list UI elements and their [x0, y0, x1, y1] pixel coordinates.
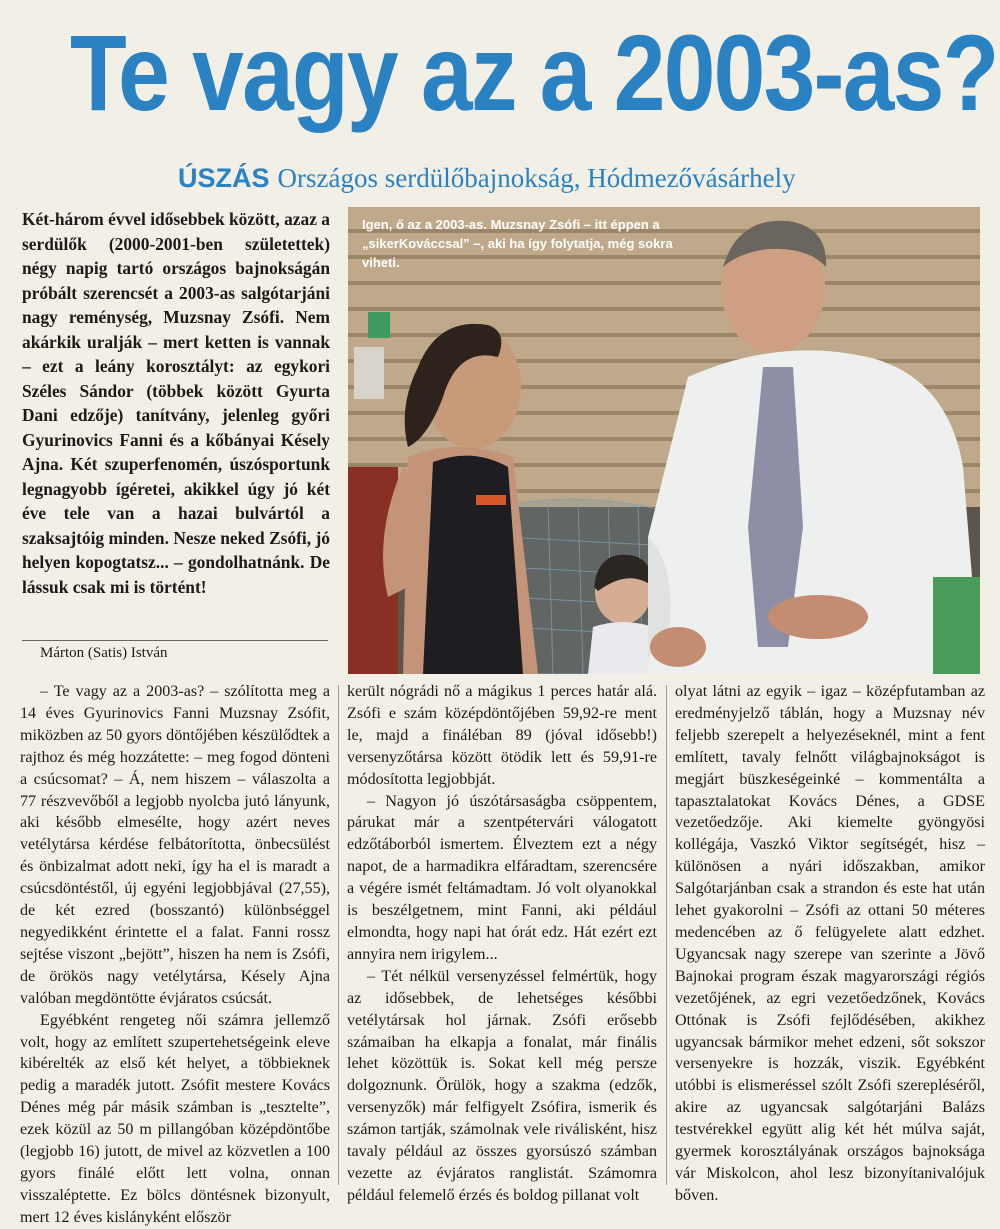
paragraph: került nógrádi nő a mágikus 1 perces határ alá. Zsófi e szám középdöntőjében 59,92-re ment le, majd a fináléban 89 (jóval idősebb!) versenyzőtársa között ötödik lett és 59,91-re módosította legjobbját.	[347, 683, 657, 788]
article-column-3	[675, 681, 985, 1207]
byline: Márton (Satis) István	[40, 645, 168, 661]
column-divider	[338, 685, 339, 1185]
column-divider	[666, 685, 667, 1185]
paragraph: – Te vagy az a 2003-as? – szólította meg a 14 éves Gyurinovics Fanni Muzsnay Zsófit, miközben az 50 gyors döntőjében készülődtek a rajthoz és még hozzátette: – meg fogod dönteni a csúcsomat? – Á, nem hiszem – válaszolta a 77 részvevőből a legjobb nyolcba jutó lányunk, aki később elmesélte, hogy azért neves vetélytársa kérdése felbátorította, önbecsülést és önbizalmat adott neki, így ha el is maradt a csúcsdöntéstől, új egyéni legjobbjával (27,55), de két ezred (bosszantó) különbséggel negyedikként érintette el a falat. Fanni rossz sejtése viszont „bejött”, hiszen ha nem is Zsófi, de örökös nagy vetélytársa, Késely Ajna valóban megdöntötte évjáratos csúcsát.	[20, 683, 330, 1007]
paragraph: – Nagyon jó úszótársaságba csöppentem, párukat már a szentpétervári válogatott edzőtáborból ismertem. Élveztem ezt a négy napot, de a harmadikra elfáradtam, szerencsére a végére ismét feltámadtam. Jó volt olyanokkal is beszélgetnem, mint Fanni, aki például elmondta, hogy napi hat órát edz. Hát ezért ezt annyira nem irigylem...	[347, 792, 657, 963]
byline-rule	[22, 640, 328, 641]
event-title: Országos serdülőbajnokság, Hódmezővásárhely	[277, 163, 796, 193]
subhead	[178, 160, 978, 196]
paragraph: Egyébként rengeteg női számra jellemző volt, hogy az említett szupertehetségeink eleve kibérelték az első két helyet, a többieknek pedig a maradék jutott. Zsófit mestere Kovács Dénes még pár másik számban is „tesztelte”, ezek közül az 50 m pillangóban középdöntőbe (legjobb 16) jutott, de mivel az közvetlen a 100 gyors finálé előtt lett volna, onnan visszaléptette. Ez bölcs döntésnek bizonyult, mert 12 éves kislányként először	[20, 1011, 330, 1226]
section-kicker: ÚSZÁS	[178, 163, 270, 193]
headline: Te vagy az a 2003-as?	[70, 12, 998, 133]
photo-illustration	[348, 207, 980, 674]
lead-paragraph	[22, 207, 330, 599]
paragraph: olyat látni az egyik – igaz – középfutamban az eredményjelző táblán, hogy a Muzsnay név feljebb szerepelt a helyezéseknél, mint a fent említett, tavaly felnőtt világbajnokságot is megjárt büszkeségeinké – kommentálta a tapasztalatokat Kovács Dénes, a GDSE vezetőedzője. Aki kiemelte gyöngyösi kollégája, Vaszkó Viktor segítségét, hisz – különösen a nyári időszakban, amikor Salgótarjánban csak a strandon és este hat után lehet gyakorolni – Zsófi az ottani 50 méteres medencében az ő felügyelete alatt edzhet. Ugyancsak nagy szerepe van szerinte a Jövő Bajnokai program észak magyarországi régiós vezetőjének, az egri vezetőedzőnek, Kovács Ottónak is Zsófi fejlődésében, akikhez ugyancsak bármikor mehet edzeni, sőt sokszor versenyekre is hozzák, viszik. Egyébként utóbbi is elismeréssel szólt Zsófi szerepléséről, akire az ugyancsak salgótarjáni Balázs testvérekkel együtt alig két hét múlva saját, gyermek korosztályának országos bajnoksága vár Miskolcon, ahol lesz bizonyítanivalójuk bőven.	[675, 683, 985, 1204]
article-photo	[348, 207, 980, 674]
article-column-1	[20, 681, 330, 1229]
paragraph: – Tét nélkül versenyzéssel felmértük, hogy az idősebbek, de lehetséges későbbi vetélytársak hol járnak. Zsófi erősebb számaiban ha elkapja a fonalat, már finális lehet közöttük is. Sokat kell még persze dolgoznunk. Örülök, hogy a szakma (edzők, versenyzők) már felfigyelt Zsófira, ismerik és számon tartják, számolnak vele riválisként, hisz tavaly például az összes gyorsúszó számban vezette az évjáratos ranglistát. Számomra például felemelő érzés és boldog pillanat volt	[347, 967, 657, 1204]
photo-caption-text: Igen, ő az a 2003-as. Muzsnay Zsófi – itt éppen a „sikerKováccsal” –, aki ha így folytatja, még sokra viheti.	[362, 217, 673, 270]
lead-text: Két-három évvel idősebbek között, azaz a serdülők (2000-2001-ben születettek) négy napig tartó országos bajnokságán próbált szerencsét a 2003-as salgótarjáni nagy reménység, Muzsnay Zsófi. Nem akárkik uralják – mert ketten is vannak – ezt a leány korosztályt: az egykori Széles Sándor (többek között Gyurta Dani edzője) tanítvány, jelenleg győri Gyurinovics Fanni és a kőbányai Késely Ajna. Két szuperfenomén, úszósportunk legnagyobb ígéretei, akikkel úgy jó két éve tele van a hazai bulvártól a szaksajtóig minden. Nesze neked Zsófi, jó helyen kopogtatsz... – gondolhatnánk. De lássuk csak mi is történt!	[22, 209, 330, 597]
article-column-2	[347, 681, 657, 1207]
photo-caption	[362, 215, 682, 272]
